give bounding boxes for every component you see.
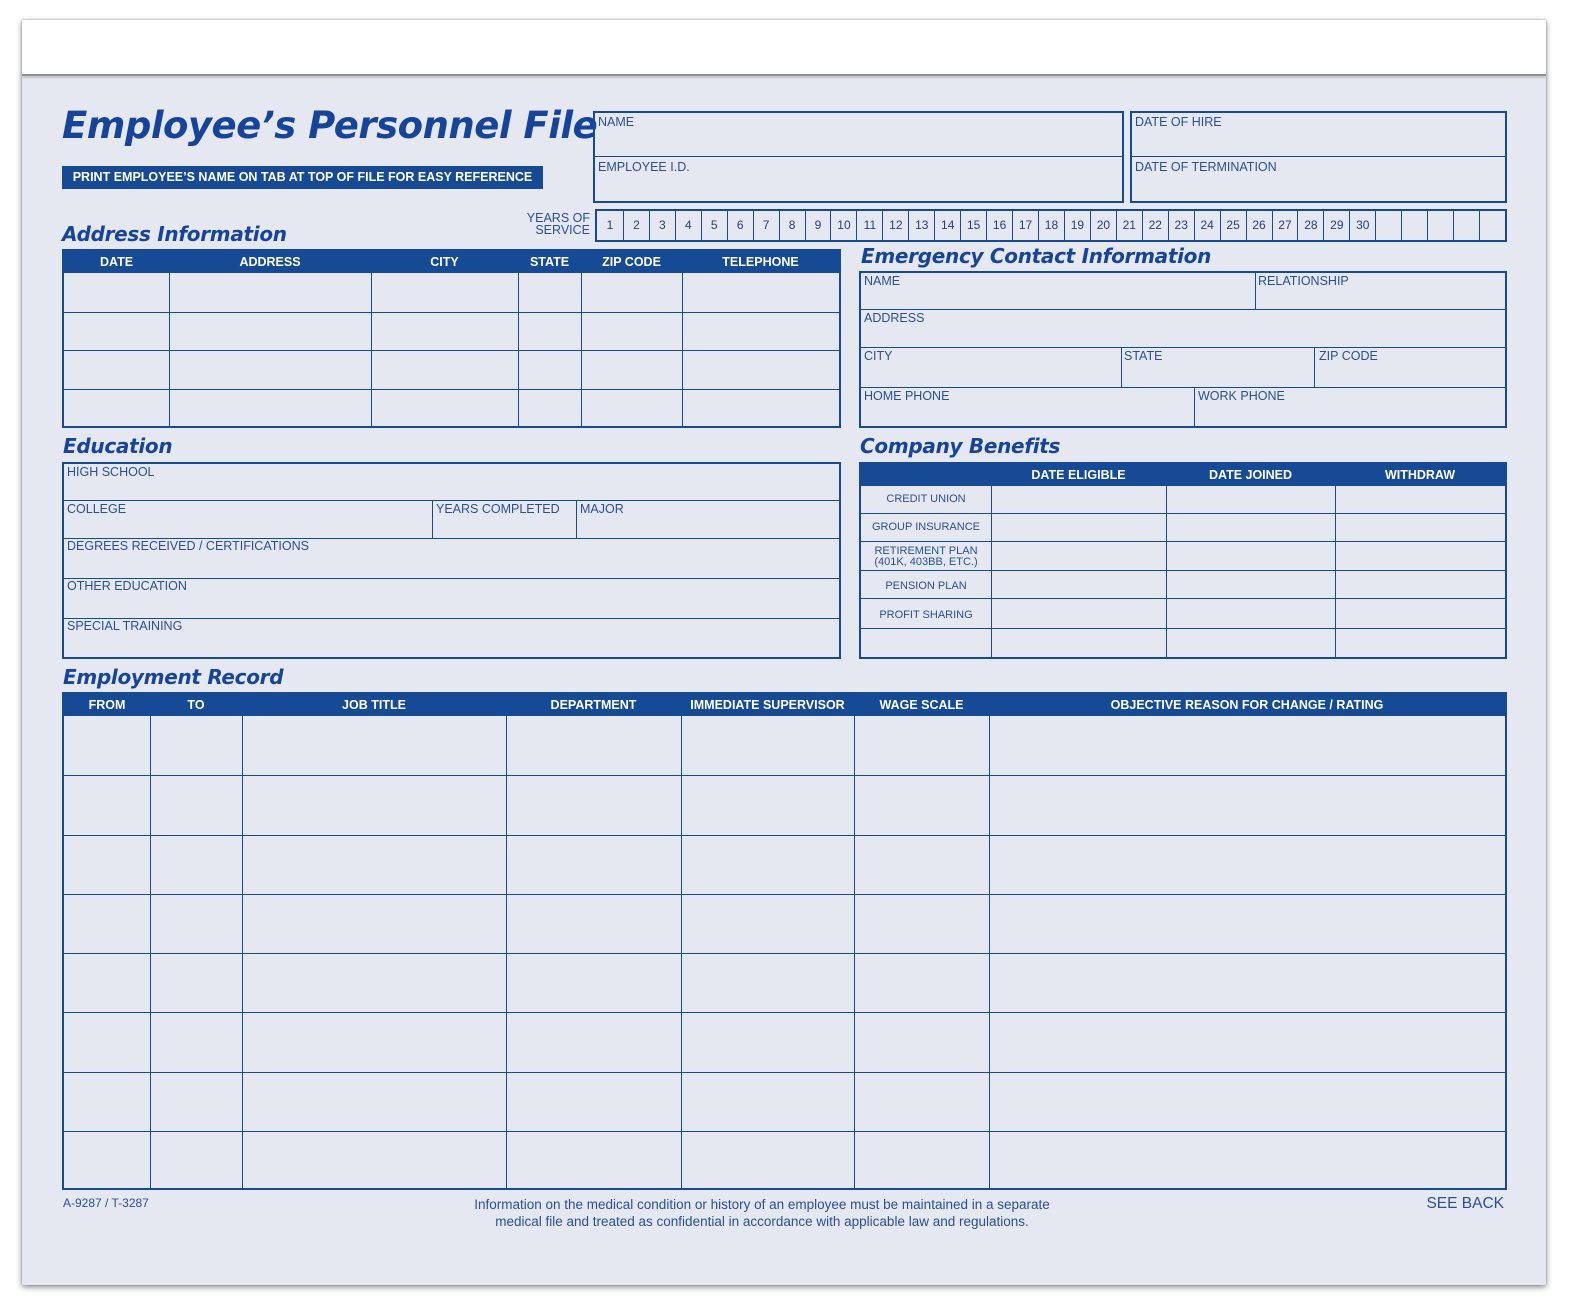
employment-table-cell[interactable] — [152, 718, 240, 773]
address-table-cell[interactable] — [66, 275, 167, 310]
address-table-header — [64, 251, 839, 273]
years-of-service-box[interactable]: 30 — [1349, 211, 1375, 240]
address-table-cell[interactable] — [171, 275, 369, 310]
high-school-label: HIGH SCHOOL — [67, 465, 155, 479]
address-table-cell[interactable] — [373, 391, 516, 426]
years-of-service-box[interactable]: 12 — [882, 211, 908, 240]
emergency-name-label: NAME — [864, 274, 901, 288]
benefits-column-header: DATE JOINED — [1208, 468, 1293, 482]
employment-column-header: TO — [187, 698, 205, 712]
years-of-service-box[interactable]: 10 — [830, 211, 856, 240]
special-training-label: SPECIAL TRAINING — [67, 619, 183, 633]
profit-sharing-label: PROFIT SHARING — [879, 609, 973, 621]
years-of-service-box[interactable]: 23 — [1168, 211, 1194, 240]
employment-table-cell[interactable] — [66, 1014, 148, 1069]
employment-table-cell[interactable] — [152, 1074, 240, 1129]
emergency-home-phone-label: HOME PHONE — [864, 389, 950, 403]
employment-table-cell[interactable] — [244, 1074, 504, 1129]
employment-table-cell[interactable] — [856, 1074, 987, 1129]
years-of-service-box[interactable]: 27 — [1272, 211, 1298, 240]
years-of-service-box[interactable]: 18 — [1038, 211, 1064, 240]
retirement-plan-label-line1: RETIREMENT PLAN — [874, 545, 978, 557]
years-of-service-box[interactable]: 1 — [606, 218, 614, 232]
years-of-service-box[interactable]: 3 — [649, 211, 675, 240]
employment-table-cell[interactable] — [991, 955, 1503, 1010]
years-of-service-box[interactable]: 2 — [623, 211, 649, 240]
group-insurance-label: GROUP INSURANCE — [872, 521, 980, 533]
date-of-termination-label: DATE OF TERMINATION — [1135, 160, 1277, 174]
employment-column-header: WAGE SCALE — [879, 698, 964, 712]
address-column-header: TELEPHONE — [722, 255, 799, 269]
employment-table-cell[interactable] — [856, 1014, 987, 1069]
employment-table-cell[interactable] — [856, 777, 987, 832]
employment-table-cell[interactable] — [508, 896, 679, 951]
years-of-service-box[interactable]: 20 — [1090, 211, 1116, 240]
employment-table-cell[interactable] — [683, 777, 852, 832]
years-of-service-box[interactable]: 8 — [779, 211, 805, 240]
emergency-work-phone-label: WORK PHONE — [1198, 389, 1285, 403]
address-table-cell[interactable] — [373, 314, 516, 349]
address-table-cell[interactable] — [66, 314, 167, 349]
employee-id-field-label: EMPLOYEE I.D. — [598, 160, 690, 174]
employment-table-cell[interactable] — [508, 1133, 679, 1188]
address-table-cell[interactable] — [66, 391, 167, 426]
years-of-service-box[interactable]: 19 — [1064, 211, 1090, 240]
employment-table-cell[interactable] — [66, 955, 148, 1010]
years-of-service-box[interactable]: 24 — [1194, 211, 1220, 240]
employment-table-cell[interactable] — [856, 837, 987, 892]
employment-table-cell[interactable] — [508, 1014, 679, 1069]
years-of-service-label-line1: YEARS OF — [526, 211, 590, 225]
emergency-zip-label: ZIP CODE — [1319, 349, 1378, 363]
employment-column-header: DEPARTMENT — [550, 698, 637, 712]
employment-table-cell[interactable] — [683, 718, 852, 773]
employment-section-title: Employment Record — [63, 665, 284, 689]
education-box — [62, 462, 841, 659]
form-code: A-9287 / T-3287 — [63, 1196, 149, 1210]
emergency-city-label: CITY — [864, 349, 893, 363]
years-of-service-box[interactable] — [1401, 211, 1427, 240]
confidentiality-notice — [382, 1196, 1142, 1230]
employment-table-cell[interactable] — [991, 1133, 1503, 1188]
employment-table-cell[interactable] — [683, 1074, 852, 1129]
years-of-service-box[interactable]: 26 — [1246, 211, 1272, 240]
employment-table-cell[interactable] — [683, 1133, 852, 1188]
employment-table-cell[interactable] — [856, 896, 987, 951]
address-table-cell[interactable] — [373, 352, 516, 387]
emergency-address-label: ADDRESS — [864, 311, 925, 325]
emergency-state-label: STATE — [1124, 349, 1163, 363]
employment-table-header — [64, 694, 1505, 716]
date-of-hire-field[interactable] — [1132, 113, 1505, 155]
years-of-service-box[interactable]: 22 — [1142, 211, 1168, 240]
employment-table-cell[interactable] — [66, 1133, 148, 1188]
years-of-service-box[interactable]: 7 — [753, 211, 779, 240]
employment-table-cell[interactable] — [66, 718, 148, 773]
employment-table-cell[interactable] — [66, 837, 148, 892]
employment-table-cell[interactable] — [683, 837, 852, 892]
address-table-cell[interactable] — [583, 352, 680, 387]
see-back-note: SEE BACK — [1426, 1195, 1504, 1212]
confidentiality-notice-line2: medical file and treated as confidential in accordance with applicable law and regulations. — [495, 1214, 1029, 1229]
employment-table-cell[interactable] — [683, 955, 852, 1010]
employment-table-cell[interactable] — [683, 896, 852, 951]
retirement-plan-label-line2: (401K, 403BB, ETC.) — [874, 556, 978, 568]
address-table-cell[interactable] — [684, 275, 837, 310]
employment-table-cell[interactable] — [152, 777, 240, 832]
years-of-service-box[interactable]: 13 — [908, 211, 934, 240]
employment-table-cell[interactable] — [991, 777, 1503, 832]
address-table-cell[interactable] — [373, 275, 516, 310]
employment-table-cell[interactable] — [152, 1014, 240, 1069]
employment-table-cell[interactable] — [152, 837, 240, 892]
employment-table-cell[interactable] — [244, 837, 504, 892]
address-column-header: ADDRESS — [239, 255, 301, 269]
address-table-cell[interactable] — [684, 314, 837, 349]
years-of-service-label — [518, 212, 590, 236]
address-table — [62, 249, 841, 428]
pension-plan-label: PENSION PLAN — [885, 580, 967, 592]
employee-id-field[interactable] — [595, 158, 1122, 201]
date-of-hire-label: DATE OF HIRE — [1135, 115, 1222, 129]
address-column-header: DATE — [99, 255, 134, 269]
employment-table-cell[interactable] — [244, 896, 504, 951]
employment-table-cell[interactable] — [244, 955, 504, 1010]
college-label: COLLEGE — [67, 502, 127, 516]
employment-table-cell[interactable] — [66, 777, 148, 832]
years-of-service-box[interactable] — [1479, 211, 1505, 240]
address-column-header: STATE — [529, 255, 570, 269]
years-of-service-box[interactable]: 28 — [1297, 211, 1323, 240]
confidentiality-notice-line1: Information on the medical condition or history of an employee must be maintained in a separate — [474, 1197, 1050, 1212]
employment-table-cell[interactable] — [856, 955, 987, 1010]
years-of-service-box[interactable]: 25 — [1220, 211, 1246, 240]
address-table-cell[interactable] — [583, 314, 680, 349]
benefits-column-header: WITHDRAW — [1384, 468, 1456, 482]
employment-column-header: OBJECTIVE REASON FOR CHANGE / RATING — [1110, 698, 1384, 712]
employment-table-cell[interactable] — [991, 837, 1503, 892]
years-of-service-box[interactable]: 17 — [1012, 211, 1038, 240]
address-table-cell[interactable] — [684, 352, 837, 387]
employment-table-cell[interactable] — [508, 1074, 679, 1129]
address-table-cell[interactable] — [520, 352, 579, 387]
employment-table-cell[interactable] — [66, 896, 148, 951]
personnel-form-sheet — [22, 20, 1546, 1285]
employment-table-cell[interactable] — [66, 1074, 148, 1129]
years-of-service-box[interactable] — [1427, 211, 1453, 240]
years-of-service-box[interactable] — [1453, 211, 1479, 240]
address-table-cell[interactable] — [171, 352, 369, 387]
emergency-relationship-label: RELATIONSHIP — [1258, 274, 1349, 288]
benefits-column-header: DATE ELIGIBLE — [1031, 468, 1126, 482]
employment-table-cell[interactable] — [991, 1074, 1503, 1129]
years-of-service-box[interactable]: 14 — [934, 211, 960, 240]
benefits-table — [859, 462, 1507, 659]
employment-table-cell[interactable] — [683, 1014, 852, 1069]
address-table-cell[interactable] — [66, 352, 167, 387]
employment-table-cell[interactable] — [856, 1133, 987, 1188]
retirement-plan-label — [861, 546, 991, 568]
years-of-service-box[interactable]: 11 — [856, 211, 882, 240]
employment-table-cell[interactable] — [152, 1133, 240, 1188]
years-of-service-box[interactable]: 5 — [701, 211, 727, 240]
major-label: MAJOR — [580, 502, 624, 516]
employment-table-cell[interactable] — [244, 1133, 504, 1188]
address-table-cell[interactable] — [171, 391, 369, 426]
employment-table-cell[interactable] — [991, 1014, 1503, 1069]
employment-table-cell[interactable] — [991, 718, 1503, 773]
years-of-service-box[interactable]: 9 — [805, 211, 831, 240]
employment-table-cell[interactable] — [244, 718, 504, 773]
employment-table-cell[interactable] — [991, 896, 1503, 951]
years-of-service-box[interactable]: 4 — [675, 211, 701, 240]
degrees-label: DEGREES RECEIVED / CERTIFICATIONS — [67, 539, 309, 553]
years-of-service-row — [595, 209, 1507, 242]
years-of-service-box[interactable]: 6 — [727, 211, 753, 240]
employment-table-cell[interactable] — [508, 777, 679, 832]
employment-table — [62, 692, 1507, 1190]
emergency-contact-box — [859, 271, 1507, 428]
address-column-header: ZIP CODE — [602, 255, 661, 269]
credit-union-label: CREDIT UNION — [886, 493, 966, 505]
education-section-title: Education — [63, 434, 173, 458]
employment-column-header: IMMEDIATE SUPERVISOR — [690, 698, 845, 712]
emergency-section-title: Emergency Contact Information — [861, 244, 1212, 268]
address-section-title: Address Information — [62, 222, 287, 246]
years-of-service-box[interactable] — [1375, 211, 1401, 240]
date-of-termination-field[interactable] — [1132, 158, 1505, 201]
years-of-service-label-line2: SERVICE — [535, 223, 590, 237]
address-table-cell[interactable] — [583, 275, 680, 310]
other-education-label: OTHER EDUCATION — [67, 579, 187, 593]
address-table-cell[interactable] — [684, 391, 837, 426]
employment-table-cell[interactable] — [152, 955, 240, 1010]
employment-table-cell[interactable] — [856, 718, 987, 773]
address-table-cell[interactable] — [520, 275, 579, 310]
address-table-cell[interactable] — [583, 391, 680, 426]
years-of-service-box[interactable]: 16 — [986, 211, 1012, 240]
benefits-section-title: Company Benefits — [860, 434, 1061, 458]
employment-table-cell[interactable] — [152, 896, 240, 951]
tab-instruction-banner: PRINT EMPLOYEE’S NAME ON TAB AT TOP OF FILE FOR EASY REFERENCE — [62, 166, 543, 189]
employment-column-header: FROM — [88, 698, 126, 712]
years-completed-label: YEARS COMPLETED — [436, 502, 560, 516]
address-column-header: CITY — [430, 255, 459, 269]
address-table-cell[interactable] — [520, 391, 579, 426]
form-title: Employee’s Personnel File — [62, 104, 598, 147]
employment-table-cell[interactable] — [244, 1014, 504, 1069]
employment-table-cell[interactable] — [508, 718, 679, 773]
years-of-service-box[interactable]: 21 — [1116, 211, 1142, 240]
employment-table-cell[interactable] — [508, 955, 679, 1010]
address-table-cell[interactable] — [171, 314, 369, 349]
years-of-service-box[interactable]: 15 — [960, 211, 986, 240]
years-of-service-box[interactable]: 29 — [1323, 211, 1349, 240]
name-field-label: NAME — [598, 115, 635, 129]
address-table-cell[interactable] — [520, 314, 579, 349]
employment-table-cell[interactable] — [508, 837, 679, 892]
benefits-table-header — [861, 464, 1505, 486]
employment-column-header: JOB TITLE — [342, 698, 406, 712]
employment-table-cell[interactable] — [244, 777, 504, 832]
file-tab-strip — [22, 20, 1546, 76]
name-field[interactable] — [595, 113, 1122, 155]
